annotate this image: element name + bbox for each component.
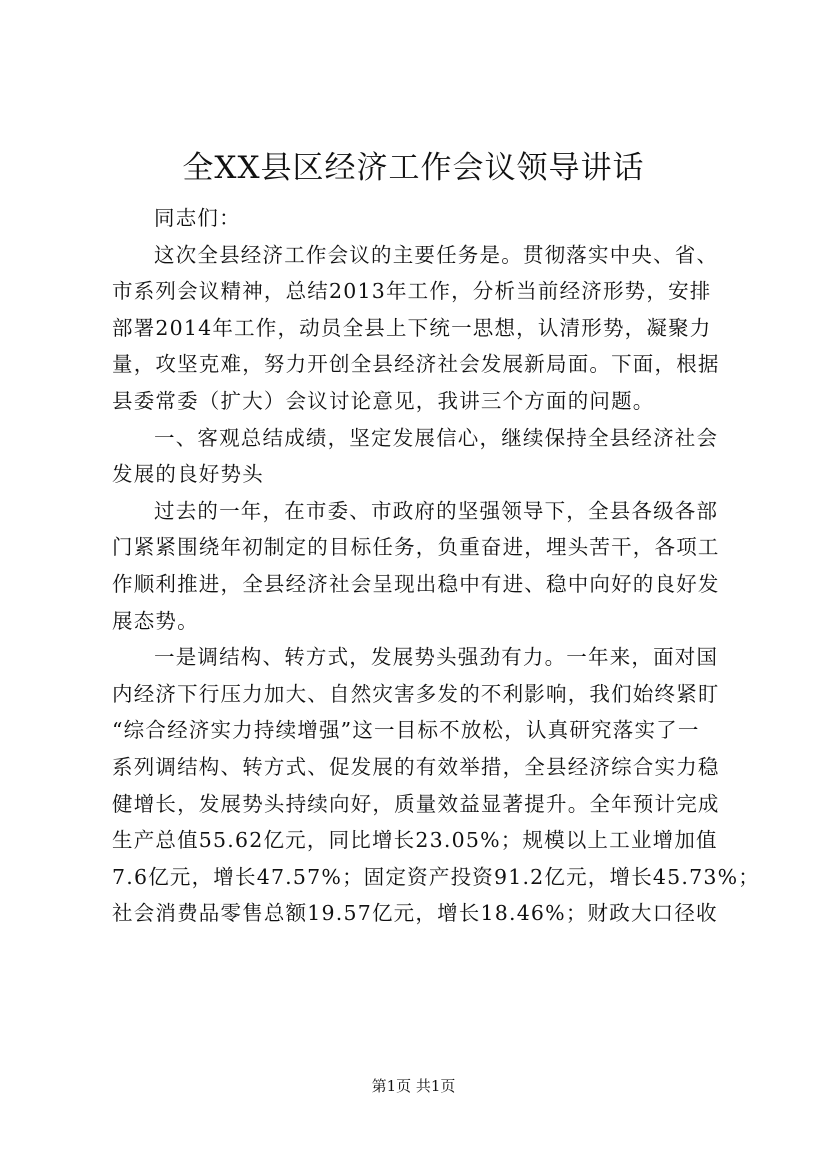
paragraph-line: 生产总值55.62亿元，同比增长23.05%；规模以上工业增加值 (112, 828, 718, 853)
section-heading-line: 一、客观总结成绩，坚定发展信心，继续保持全县经济社会 (154, 425, 719, 450)
paragraph-line: 作顺利推进，全县经济社会呈现出稳中有进、稳中向好的良好发 (112, 571, 720, 596)
paragraph-line: 7.6亿元，增长47.57%；固定资产投资91.2亿元，增长45.73%； (112, 864, 760, 889)
paragraph-line: 内经济下行压力加大、自然灾害多发的不利影响，我们始终紧盯 (112, 681, 720, 706)
paragraph-line: 社会消费品零售总额19.57亿元，增长18.46%；财政大口径收 (112, 901, 718, 926)
document-title: 全XX县区经济工作会议领导讲话 (182, 150, 645, 186)
salutation-line: 同志们： (154, 206, 241, 230)
paragraph-line: 健增长，发展势头持续向好，质量效益显著提升。全年预计完成 (112, 791, 720, 816)
paragraph-line: 过去的一年，在市委、市政府的坚强领导下，全县各级各部 (154, 498, 719, 523)
paragraph-line: 市系列会议精神，总结2013年工作，分析当前经济形势，安排 (112, 279, 712, 304)
paragraph-line: 系列调结构、转方式、促发展的有效举措，全县经济综合实力稳 (112, 754, 720, 779)
paragraph-line: 县委常委（扩大）会议讨论意见，我讲三个方面的问题。 (112, 388, 655, 413)
paragraph-line: 一是调结构、转方式，发展势头强劲有力。一年来，面对国 (154, 645, 719, 670)
paragraph-line: 门紧紧围绕年初制定的目标任务，负重奋进，埋头苦干，各项工 (112, 535, 720, 560)
paragraph-line: 量，攻坚克难，努力开创全县经济社会发展新局面。下面，根据 (112, 352, 720, 377)
section-heading-line: 发展的良好势头 (112, 462, 264, 487)
paragraph-line: 展态势。 (112, 608, 199, 633)
paragraph-line: “综合经济实力持续增强”这一目标不放松，认真研究落实了一 (112, 718, 700, 743)
page-number-footer: 第1页 共1页 (371, 1077, 456, 1095)
document-body (112, 200, 760, 932)
paragraph-line: 这次全县经济工作会议的主要任务是。贯彻落实中央、省、 (154, 242, 719, 267)
paragraph-line: 部署2014年工作，动员全县上下统一思想，认清形势，凝聚力 (112, 315, 712, 340)
